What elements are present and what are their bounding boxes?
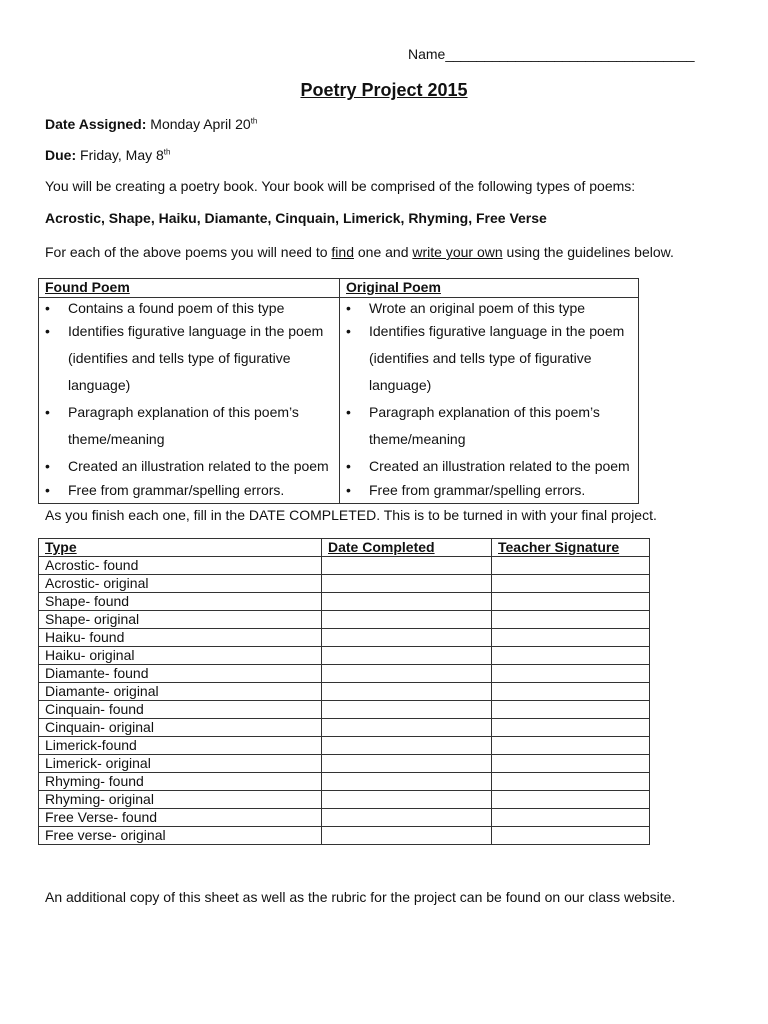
footer-note: An additional copy of this sheet as well as the rubric for the project can be found on our class website. xyxy=(45,889,676,905)
poem-type-cell: Acrostic- found xyxy=(39,557,322,575)
teacher-signature-cell[interactable] xyxy=(492,683,650,701)
poem-type-cell: Rhyming- original xyxy=(39,791,322,809)
table-row xyxy=(39,683,650,701)
date-completed-cell[interactable] xyxy=(322,791,492,809)
name-blank[interactable]: ________________________________ xyxy=(445,46,695,62)
table-row xyxy=(39,593,650,611)
original-poem-header: Original Poem xyxy=(340,279,638,298)
instructions-part2: one and xyxy=(353,244,413,260)
poem-type-cell: Free verse- original xyxy=(39,827,322,845)
date-assigned-line xyxy=(45,116,257,132)
found-item: • Created an illustration related to the poem xyxy=(39,453,339,480)
due-label: Due: xyxy=(45,147,77,163)
teacher-signature-cell[interactable] xyxy=(492,665,650,683)
table-header-row xyxy=(39,539,650,557)
name-label: Name xyxy=(408,46,446,62)
poem-type-cell: Rhyming- found xyxy=(39,773,322,791)
date-completed-cell[interactable] xyxy=(322,827,492,845)
date-completed-cell[interactable] xyxy=(322,683,492,701)
completion-table xyxy=(38,538,650,845)
table-row xyxy=(39,629,650,647)
teacher-signature-cell[interactable] xyxy=(492,593,650,611)
original-poem-column xyxy=(340,279,638,503)
teacher-signature-cell[interactable] xyxy=(492,827,650,845)
found-poem-list xyxy=(39,298,339,500)
table-row xyxy=(39,773,650,791)
found-item: • Paragraph explanation of this poem’s theme/meaning xyxy=(39,399,339,453)
teacher-signature-cell[interactable] xyxy=(492,719,650,737)
date-completed-cell[interactable] xyxy=(322,629,492,647)
date-assigned-suffix: th xyxy=(250,116,258,126)
teacher-signature-cell[interactable] xyxy=(492,629,650,647)
due-suffix: th xyxy=(163,147,171,157)
date-completed-cell[interactable] xyxy=(322,773,492,791)
poem-type-cell: Cinquain- original xyxy=(39,719,322,737)
date-assigned-value: Monday April 20 xyxy=(150,116,251,132)
instructions-text xyxy=(45,244,674,260)
date-completed-cell[interactable] xyxy=(322,719,492,737)
date-completed-cell[interactable] xyxy=(322,647,492,665)
date-completed-cell[interactable] xyxy=(322,575,492,593)
poem-type-cell: Free Verse- found xyxy=(39,809,322,827)
name-field xyxy=(408,46,695,62)
due-line xyxy=(45,147,170,163)
teacher-signature-cell[interactable] xyxy=(492,647,650,665)
poem-type-cell: Acrostic- original xyxy=(39,575,322,593)
found-poem-column xyxy=(39,279,340,503)
intro-text: You will be creating a poetry book. Your book will be comprised of the following types of poems: xyxy=(45,178,636,194)
table-row xyxy=(39,827,650,845)
date-completed-cell[interactable] xyxy=(322,593,492,611)
date-completed-cell[interactable] xyxy=(322,737,492,755)
teacher-signature-cell[interactable] xyxy=(492,791,650,809)
teacher-signature-cell[interactable] xyxy=(492,737,650,755)
instructions-write-your-own: write your own xyxy=(412,244,503,260)
table-row xyxy=(39,647,650,665)
poem-type-cell: Limerick-found xyxy=(39,737,322,755)
teacher-signature-cell[interactable] xyxy=(492,773,650,791)
original-item: • Free from grammar/spelling errors. xyxy=(340,480,638,500)
column-header-type: Type xyxy=(39,539,322,557)
completion-note: As you finish each one, fill in the DATE COMPLETED. This is to be turned in with your final project. xyxy=(45,507,657,523)
teacher-signature-cell[interactable] xyxy=(492,575,650,593)
teacher-signature-cell[interactable] xyxy=(492,557,650,575)
table-row xyxy=(39,737,650,755)
poem-type-cell: Haiku- found xyxy=(39,629,322,647)
poem-type-cell: Shape- original xyxy=(39,611,322,629)
table-row xyxy=(39,755,650,773)
teacher-signature-cell[interactable] xyxy=(492,701,650,719)
date-completed-cell[interactable] xyxy=(322,701,492,719)
teacher-signature-cell[interactable] xyxy=(492,755,650,773)
found-item: • Free from grammar/spelling errors. xyxy=(39,480,339,500)
poem-type-cell: Diamante- found xyxy=(39,665,322,683)
found-poem-header: Found Poem xyxy=(39,279,339,298)
date-completed-cell[interactable] xyxy=(322,809,492,827)
instructions-find: find xyxy=(331,244,354,260)
table-row xyxy=(39,557,650,575)
poem-type-cell: Limerick- original xyxy=(39,755,322,773)
original-item: • Created an illustration related to the poem xyxy=(340,453,638,480)
column-header-teacher-signature: Teacher Signature xyxy=(492,539,650,557)
original-item: • Paragraph explanation of this poem’s theme/meaning xyxy=(340,399,638,453)
table-row xyxy=(39,665,650,683)
teacher-signature-cell[interactable] xyxy=(492,809,650,827)
date-completed-cell[interactable] xyxy=(322,755,492,773)
poem-type-cell: Cinquain- found xyxy=(39,701,322,719)
table-row xyxy=(39,719,650,737)
original-poem-list xyxy=(340,298,638,500)
found-item: • Contains a found poem of this type xyxy=(39,298,339,318)
poem-type-cell: Haiku- original xyxy=(39,647,322,665)
completion-table-body xyxy=(39,557,650,845)
table-row xyxy=(39,791,650,809)
page-title: Poetry Project 2015 xyxy=(300,80,468,100)
date-completed-cell[interactable] xyxy=(322,611,492,629)
criteria-table xyxy=(38,278,639,504)
date-completed-cell[interactable] xyxy=(322,665,492,683)
date-completed-cell[interactable] xyxy=(322,557,492,575)
instructions-part3: using the guidelines below. xyxy=(502,244,674,260)
due-value: Friday, May 8 xyxy=(80,147,164,163)
poem-type-cell: Shape- found xyxy=(39,593,322,611)
original-item: • Identifies figurative language in the poem (identifies and tells type of figurative language) xyxy=(340,318,638,399)
poem-types-list: Acrostic, Shape, Haiku, Diamante, Cinquain, Limerick, Rhyming, Free Verse xyxy=(45,210,547,226)
instructions-part1: For each of the above poems you will need to xyxy=(45,244,332,260)
table-row xyxy=(39,701,650,719)
poem-type-cell: Diamante- original xyxy=(39,683,322,701)
found-item: • Identifies figurative language in the poem (identifies and tells type of figurative language) xyxy=(39,318,339,399)
column-header-date-completed: Date Completed xyxy=(322,539,492,557)
date-assigned-label: Date Assigned: xyxy=(45,116,147,132)
table-row xyxy=(39,575,650,593)
original-item: • Wrote an original poem of this type xyxy=(340,298,638,318)
table-row xyxy=(39,611,650,629)
teacher-signature-cell[interactable] xyxy=(492,611,650,629)
table-row xyxy=(39,809,650,827)
